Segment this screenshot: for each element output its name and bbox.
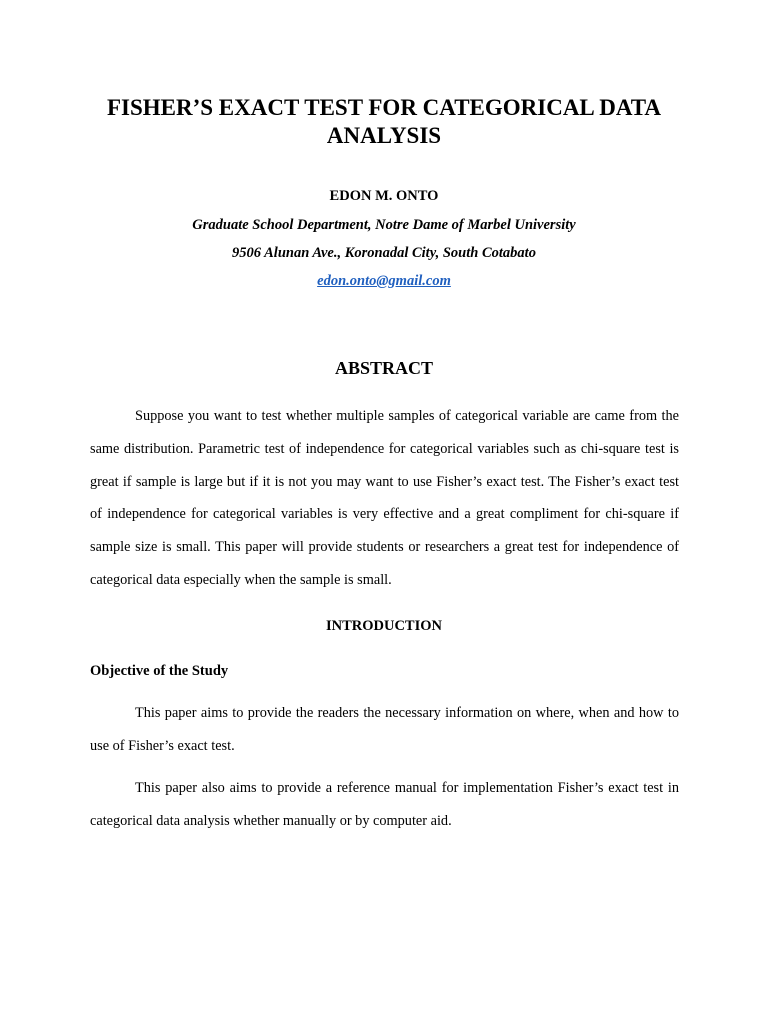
abstract-heading: ABSTRACT — [334, 358, 434, 378]
objective-paragraph-1: This paper aims to provide the readers the necessary information on where, when and how to use of Fisher’s exact test. — [90, 705, 679, 754]
email-line — [60, 271, 708, 291]
author-email-link[interactable]: edon.onto@gmail.com — [317, 273, 451, 289]
paper-title-line-2: ANALYSIS — [326, 123, 442, 148]
objective-paragraph-2: This paper also aims to provide a reference manual for implementation Fisher’s exact test in categorical data analysis whether manually or by computer aid. — [90, 780, 679, 829]
introduction-heading: INTRODUCTION — [325, 618, 442, 634]
author-name: EDON M. ONTO — [329, 188, 439, 204]
author-address: 9506 Alunan Ave., Koronadal City, South Cotabato — [232, 245, 536, 261]
paper-title-line-1: FISHER’S EXACT TEST FOR CATEGORICAL DATA — [106, 95, 662, 120]
abstract-text: Suppose you want to test whether multiple samples of categorical variable are came from the same distribution. Parametric test of independence for categorical variables such as chi-square test is great if sample is large but if it is not you may want to use Fisher’s exact test. The Fisher’s exact test of independence for categorical variables is very effective and a great compliment for chi-square if sample size is small. This paper will provide students or researchers a great test for independence of categorical data especially when the sample is small. — [90, 408, 679, 588]
objective-subheading: Objective of the Study — [90, 663, 229, 679]
author-affiliation: Graduate School Department, Notre Dame of Marbel University — [192, 217, 576, 233]
